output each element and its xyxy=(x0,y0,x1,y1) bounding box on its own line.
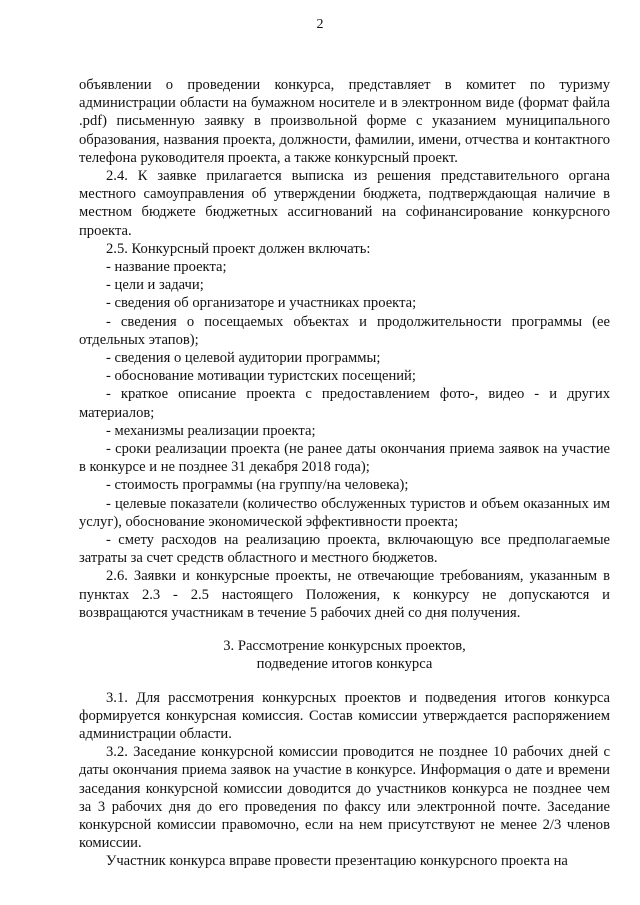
list-item: - сроки реализации проекта (не ранее даты окончания приема заявок на участие в конкурсе и не позднее 31 декабря 2018 года); xyxy=(79,441,610,476)
page-number: 2 xyxy=(316,17,324,32)
paragraph-2-4: 2.4. К заявке прилагается выписка из решения представительного органа местного самоуправления об утверждении бюджета, подтверждающая наличие в местном бюджете бюджетных ассигнований на софинансирование конкурсного проекта. xyxy=(79,168,610,239)
list-item: - целевые показатели (количество обслуженных туристов и объем оказанных им услуг), обоснование экономической эффективности проекта; xyxy=(79,495,610,530)
list-item: - механизмы реализации проекта; xyxy=(106,422,316,439)
list-item: - краткое описание проекта с предоставлением фото-, видео - и других материалов; xyxy=(79,386,610,421)
paragraph-2-6: 2.6. Заявки и конкурсные проекты, не отвечающие требованиям, указанным в пунктах 2.3 - 2.5 настоящего Положения, к конкурсу не допускаются и возвращаются участникам в течение 5 рабочих дней со дня получения. xyxy=(79,568,610,621)
list-item: - смету расходов на реализацию проекта, включающую все предполагаемые затраты за счет средств областного и местного бюджетов. xyxy=(79,532,610,567)
list-item: - сведения о целевой аудитории программы; xyxy=(106,350,381,367)
paragraph-presentation: Участник конкурса вправе провести презентацию конкурсного проекта на xyxy=(106,853,568,870)
list-item: - название проекта; xyxy=(106,259,227,276)
section-heading-line1: 3. Рассмотрение конкурсных проектов, xyxy=(223,638,466,655)
list-item: - стоимость программы (на группу/на человека); xyxy=(106,477,409,494)
paragraph-3-2: 3.2. Заседание конкурсной комиссии проводится не позднее 10 рабочих дней с даты окончания приема заявок на участие в конкурсе. Информация о дате и времени заседания конкурсной комиссии доводится до участников конкурса не позднее чем за 3 рабочих дня до его проведения по факсу или электронной почте. Заседание конкурсной комиссии правомочно, если на нем присутствуют не менее 2/3 членов комиссии. xyxy=(79,744,610,852)
paragraph-3-1: 3.1. Для рассмотрения конкурсных проектов и подведения итогов конкурса формируется конкурсная комиссия. Состав комиссии утверждается распоряжением администрации области. xyxy=(79,689,610,742)
document-body xyxy=(79,76,610,871)
list-item: - сведения о посещаемых объектах и продолжительности программы (ее отдельных этапов); xyxy=(79,313,610,348)
paragraph-continuation: объявлении о проведении конкурса, представляет в комитет по туризму администрации области на бумажном носителе и в электронном виде (формат файла .pdf) письменную заявку в произвольной форме с указанием муниципального образования, названия проекта, должности, фамилии, имени, отчества и контактного телефона руководителя проекта, а также конкурсный проект. xyxy=(79,77,610,166)
list-item: - сведения об организаторе и участниках проекта; xyxy=(106,295,417,312)
list-item: - обоснование мотивации туристских посещений; xyxy=(106,368,416,385)
section-heading-line2: подведение итогов конкурса xyxy=(256,656,433,673)
list-item: - цели и задачи; xyxy=(106,277,204,294)
paragraph-2-5: 2.5. Конкурсный проект должен включать: xyxy=(106,240,371,257)
